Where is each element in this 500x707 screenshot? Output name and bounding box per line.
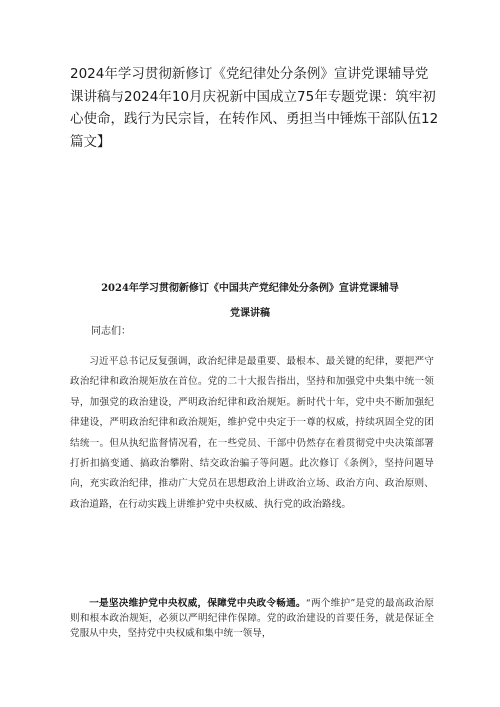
paragraph-2-text: “两个维护”是党的最高政治原则和根本政治规矩，必须以严明纪律作保障。党的政治建设的首要任务，就是保证全党服从中央，坚持党中央权威和集中统一领导， [70,598,435,639]
article-heading [70,276,430,326]
article-heading-line2: 党课讲稿 [230,308,270,319]
body-paragraph-2 [70,596,434,641]
paragraph-2-lead: 一是坚决维护党中央权威，保障党中央政令畅通。 [89,598,306,609]
body-paragraph-1: 习近平总书记反复强调，政治纪律是最重要、最根本、最关键的纪律，要把严守政治纪律和政治规矩放在首位。党的二十大报告指出，坚持和加强党中央集中统一领导，加强党的政治建设，严明政治纪律和政治规矩。新时代十年，党中央不断加强纪律建设，严明政治纪律和政治规矩，维护党中央定于一尊的权威，持续巩固全党的团结统一。但从执纪监督情况看，在一些党员、干部中仍然存在着贯彻党中央决策部署打折扣搞变通、搞政治攀附、结交政治骗子等问题。此次修订《条例》，坚持问题导向，充实政治纪律，推动广大党员在思想政治上讲政治立场、政治方向、政治原则、政治道路，在行动实践上讲维护党中央权威、执行党的政治路线。 [70,356,434,510]
article-heading-line1: 2024年学习贯彻新修订《中国共产党纪律处分条例》宣讲党课辅导 [101,283,399,294]
document-title: 2024年学习贯彻新修订《党纪律处分条例》宣讲党课辅导党课讲稿与2024年10月庆祝新中国成立75年专题党课：筑牢初心使命，践行为民宗旨，在转作风、勇担当中锤炼干部队伍12篇文】 [70,66,439,150]
salutation: 同志们： [91,326,131,337]
